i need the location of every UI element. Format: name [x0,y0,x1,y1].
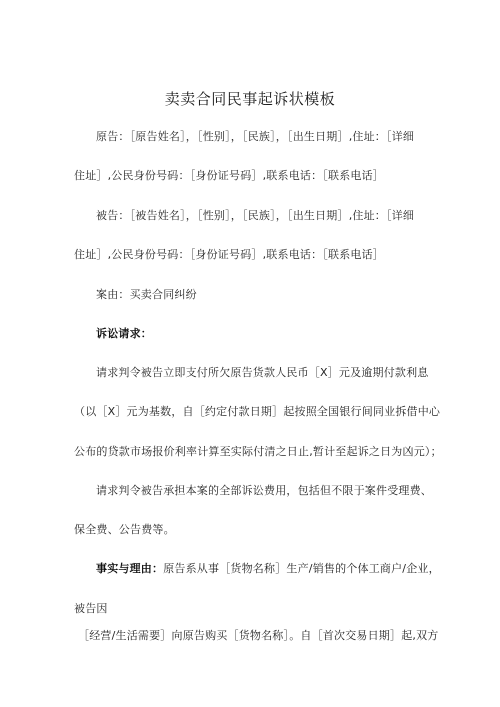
facts-line-3: ［经营/生活需要］向原告购买［货物名称］。自［首次交易日期］起,双方 [78,629,439,642]
case-cause: 案由：买卖合同纠纷 [96,288,197,301]
facts-line-1-text: 原告系从事［货物名称］生产/销售的个体工商户/企业， [163,562,440,575]
defendant-line-1: 被告：［被告姓名］，［性别］，［民族］，［出生日期］,住址：［详细 [96,209,415,222]
plaintiff-line-1: 原告：［原告姓名］，［性别］，［民族］，［出生日期］,住址：［详细 [96,130,415,143]
claim-1-line-3: 公布的贷款市场报价利率计算至实际付清之日止,暂计至起诉之日为凶元）； [74,445,442,458]
claim-2-line-1: 请求判令被告承担本案的全部诉讼费用，包括但不限于案件受理费、 [96,484,432,497]
document-title: 卖卖合同民事起诉状模板 [164,90,336,108]
claim-2-line-2: 保全费、公告费等。 [74,523,175,536]
claim-1-line-1: 请求判令被告立即支付所欠原告货款人民币［X］元及逾期付款利息 [96,366,429,379]
facts-line-2: 被告因 [74,602,108,615]
plaintiff-line-2: 住址］,公民身份号码：［身份证号码］,联系电话：［联系电话］ [74,169,384,182]
defendant-line-2: 住址］,公民身份号码：［身份证号码］,联系电话：［联系电话］ [74,248,384,261]
facts-line-1 [96,560,440,576]
claim-1-line-2: （以［X］元为基数，自［约定付款日期］起按照全国银行间同业拆借中心 [74,405,441,418]
claims-heading: 诉讼请求： [96,327,152,340]
facts-heading: 事实与理由： [96,562,164,575]
